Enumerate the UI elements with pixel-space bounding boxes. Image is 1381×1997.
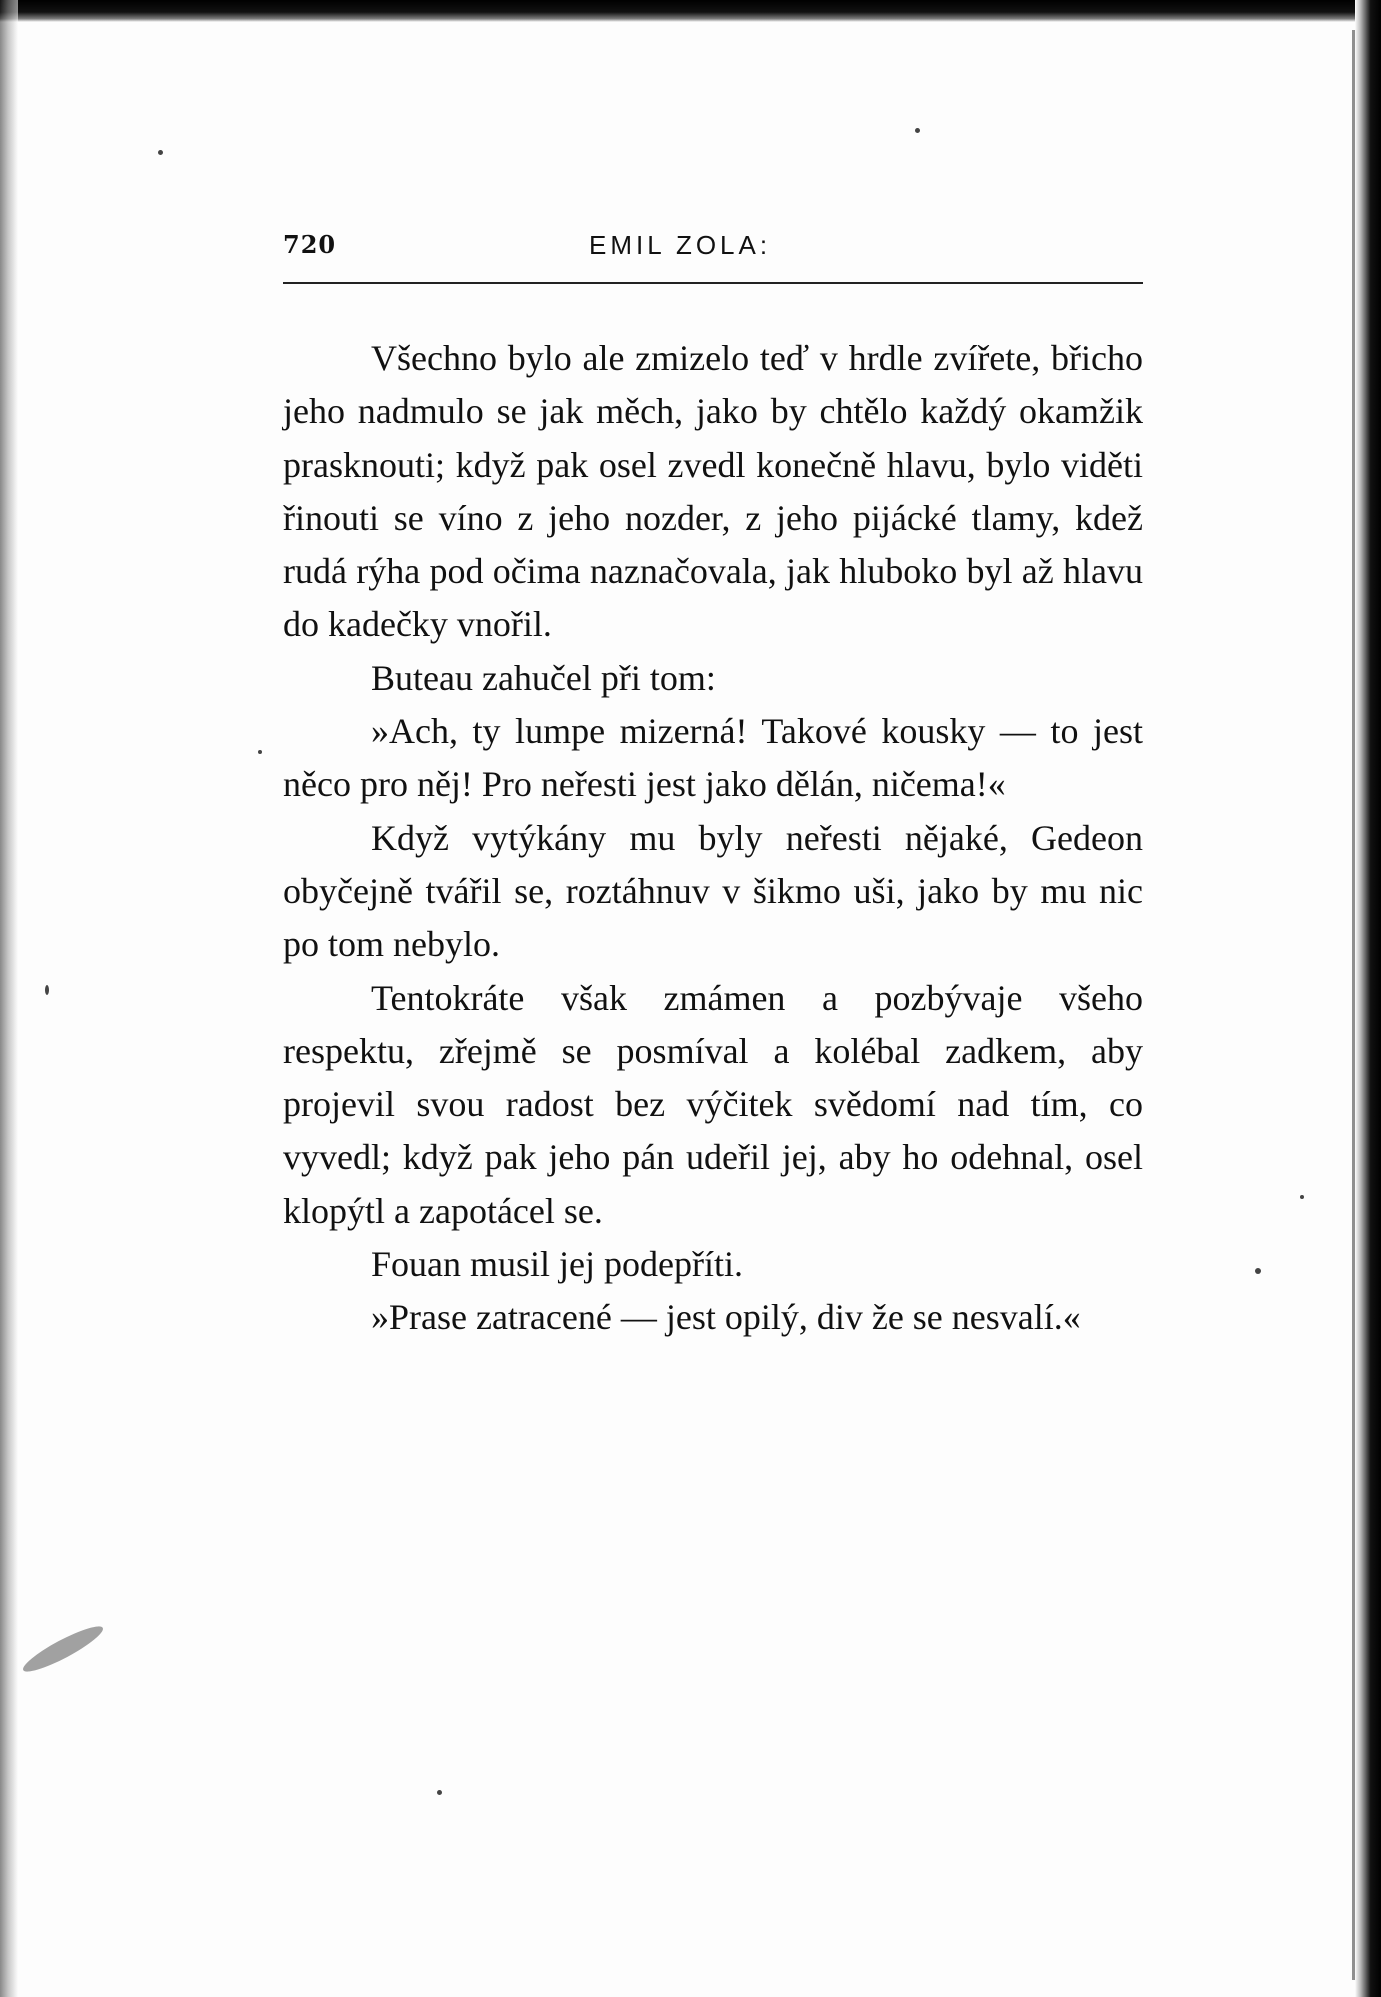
body-text <box>283 332 1143 1345</box>
paragraph: Buteau zahučel při tom: <box>371 657 716 698</box>
paragraph: Všechno bylo ale zmizelo teď v hrdle zvířete, břicho jeho nadmulo se jak měch, jako by chtělo každý okamžik prasknouti; když pak osel zvedl konečně hlavu, bylo viděti řinouti se víno z jeho nozder, z jeho pijácké tlamy, kdež rudá rýha pod očima naznačovala, jak hluboko byl až hlavu do kadečky vnořil. <box>283 338 1143 645</box>
scan-left-edge <box>0 0 18 1997</box>
header-rule <box>283 282 1143 284</box>
page-header <box>283 230 1143 270</box>
book-page <box>283 230 1143 1338</box>
paragraph: Fouan musil jej podepříti. <box>371 1244 743 1285</box>
paragraph: »Ach, ty lumpe mizerná! Takové kousky — to jest něco pro něj! Pro neřesti jest jako dělán, ničema!« <box>283 711 1143 805</box>
running-title: EMIL ZOLA: <box>589 230 772 260</box>
scan-speck <box>258 750 262 754</box>
scan-speck <box>1255 1268 1261 1274</box>
scan-smudge <box>19 1620 107 1678</box>
scan-speck <box>437 1790 442 1795</box>
paragraph: Tentokráte však zmámen a pozbývaje všeho respektu, zřejmě se posmíval a kolébal zadkem, aby projevil svou radost bez výčitek svědomí nad tím, co vyvedl; když pak jeho pán udeřil jej, aby ho odehnal, osel klopýtl a zapotácel se. <box>283 977 1143 1231</box>
scan-speck <box>45 985 49 995</box>
scan-speck <box>915 128 920 133</box>
page-edge-shadow <box>1352 30 1355 1980</box>
scan-right-edge <box>1355 0 1381 1997</box>
paragraph: »Prase zatracené — jest opilý, div že se nesvalí.« <box>371 1297 1081 1338</box>
page-number: 720 <box>283 230 337 259</box>
scan-speck <box>1300 1195 1304 1199</box>
scan-top-edge <box>0 0 1381 22</box>
paragraph: Když vytýkány mu byly neřesti nějaké, Gedeon obyčejně tvářil se, roztáhnuv v šikmo uši, jako by mu nic po tom nebylo. <box>283 817 1143 965</box>
scan-speck <box>158 150 163 155</box>
